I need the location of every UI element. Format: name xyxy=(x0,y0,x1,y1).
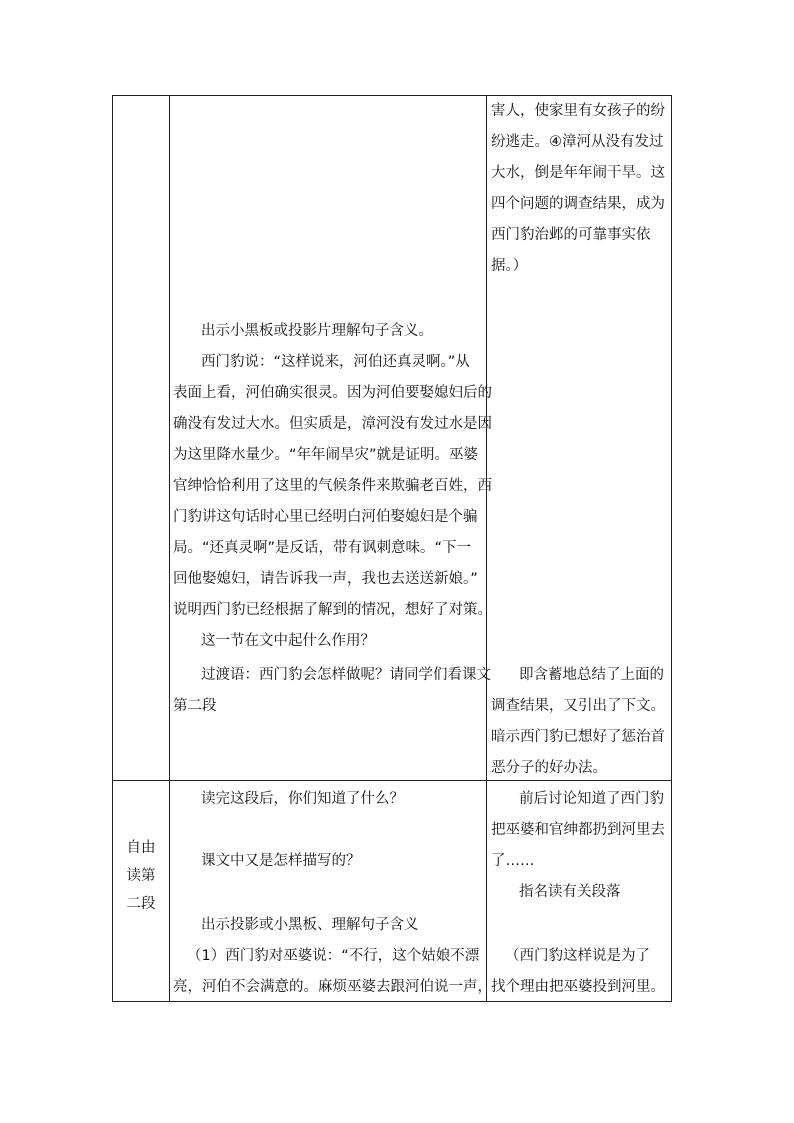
content-line: 回他娶媳妇，请告诉我一声，我也去送送新娘。” xyxy=(173,571,478,587)
answer-line: 了…… xyxy=(491,853,535,869)
content-line: 这一节在文中起什么作用？ xyxy=(201,633,375,649)
answer-line: 前后讨论知道了西门豹 xyxy=(519,791,664,807)
notes-line: 害人，使家里有女孩子的纷 xyxy=(491,103,665,119)
question-line: 出示投影或小黑板、理解句子含义 xyxy=(201,917,419,933)
content-line: 出示小黑板或投影片理解句子含义。 xyxy=(201,323,433,339)
column-divider-2 xyxy=(486,96,487,1001)
notes-line: 西门豹治邺的可靠事实依 xyxy=(491,227,651,243)
notes-line: 暗示西门豹已想好了惩治首 xyxy=(491,729,665,745)
section-label: 读第 xyxy=(126,868,156,884)
column-divider-1 xyxy=(169,96,170,1001)
content-line: 第二段 xyxy=(173,698,217,714)
lesson-table xyxy=(112,95,672,1002)
notes-line: 恶分子的好办法。 xyxy=(491,760,607,776)
notes-line: 大水，倒是年年闹干旱。这 xyxy=(491,165,665,181)
content-line: 门豹讲这句话时心里已经明白河伯娶媳妇是个骗 xyxy=(173,509,478,525)
content-line: 说明西门豹已经根据了解到的情况，想好了对策。 xyxy=(173,602,492,618)
content-line: 官绅恰恰利用了这里的气候条件来欺骗老百姓，西 xyxy=(173,478,492,494)
answer-line: （西门豹这样说是为了 xyxy=(505,948,650,964)
question-line: 读完这段后，你们知道了什么？ xyxy=(201,791,404,807)
question-line: （1）西门豹对巫婆说：“不行，这个姑娘不漂 xyxy=(187,948,480,964)
question-line: 亮，河伯不会满意的。麻烦巫婆去跟河伯说一声， xyxy=(173,979,492,995)
content-line: 过渡语：西门豹会怎样做呢？请同学们看课文 xyxy=(201,667,491,683)
notes-line: 四个问题的调查结果，成为 xyxy=(491,196,665,212)
section-label: 二段 xyxy=(126,896,156,912)
answer-line: 把巫婆和官绅都扔到河里去 xyxy=(491,822,665,838)
content-line: 西门豹说：“这样说来，河伯还真灵啊。”从 xyxy=(201,354,470,370)
content-line: 局。“还真灵啊”是反话，带有讽刺意味。“下一 xyxy=(173,540,472,556)
content-line: 为这里降水量少。“年年闹旱灾”就是证明。巫婆 xyxy=(173,447,479,463)
content-line: 表面上看，河伯确实很灵。因为河伯要娶媳妇后的 xyxy=(173,385,492,401)
notes-line: 纷逃走。④漳河从没有发过 xyxy=(491,134,664,150)
answer-line: 指名读有关段落 xyxy=(519,884,621,900)
content-line: 确没有发过大水。但实质是，漳河没有发过水是因 xyxy=(173,416,492,432)
notes-line: 据。） xyxy=(491,258,528,274)
section-label: 自由 xyxy=(126,840,156,856)
notes-line: 调查结果，又引出了下文。 xyxy=(491,698,665,714)
answer-line: 找个理由把巫婆投到河里。 xyxy=(491,979,665,995)
notes-line: 即含蓄地总结了上面的 xyxy=(519,667,664,683)
question-line: 课文中又是怎样描写的？ xyxy=(201,853,361,869)
